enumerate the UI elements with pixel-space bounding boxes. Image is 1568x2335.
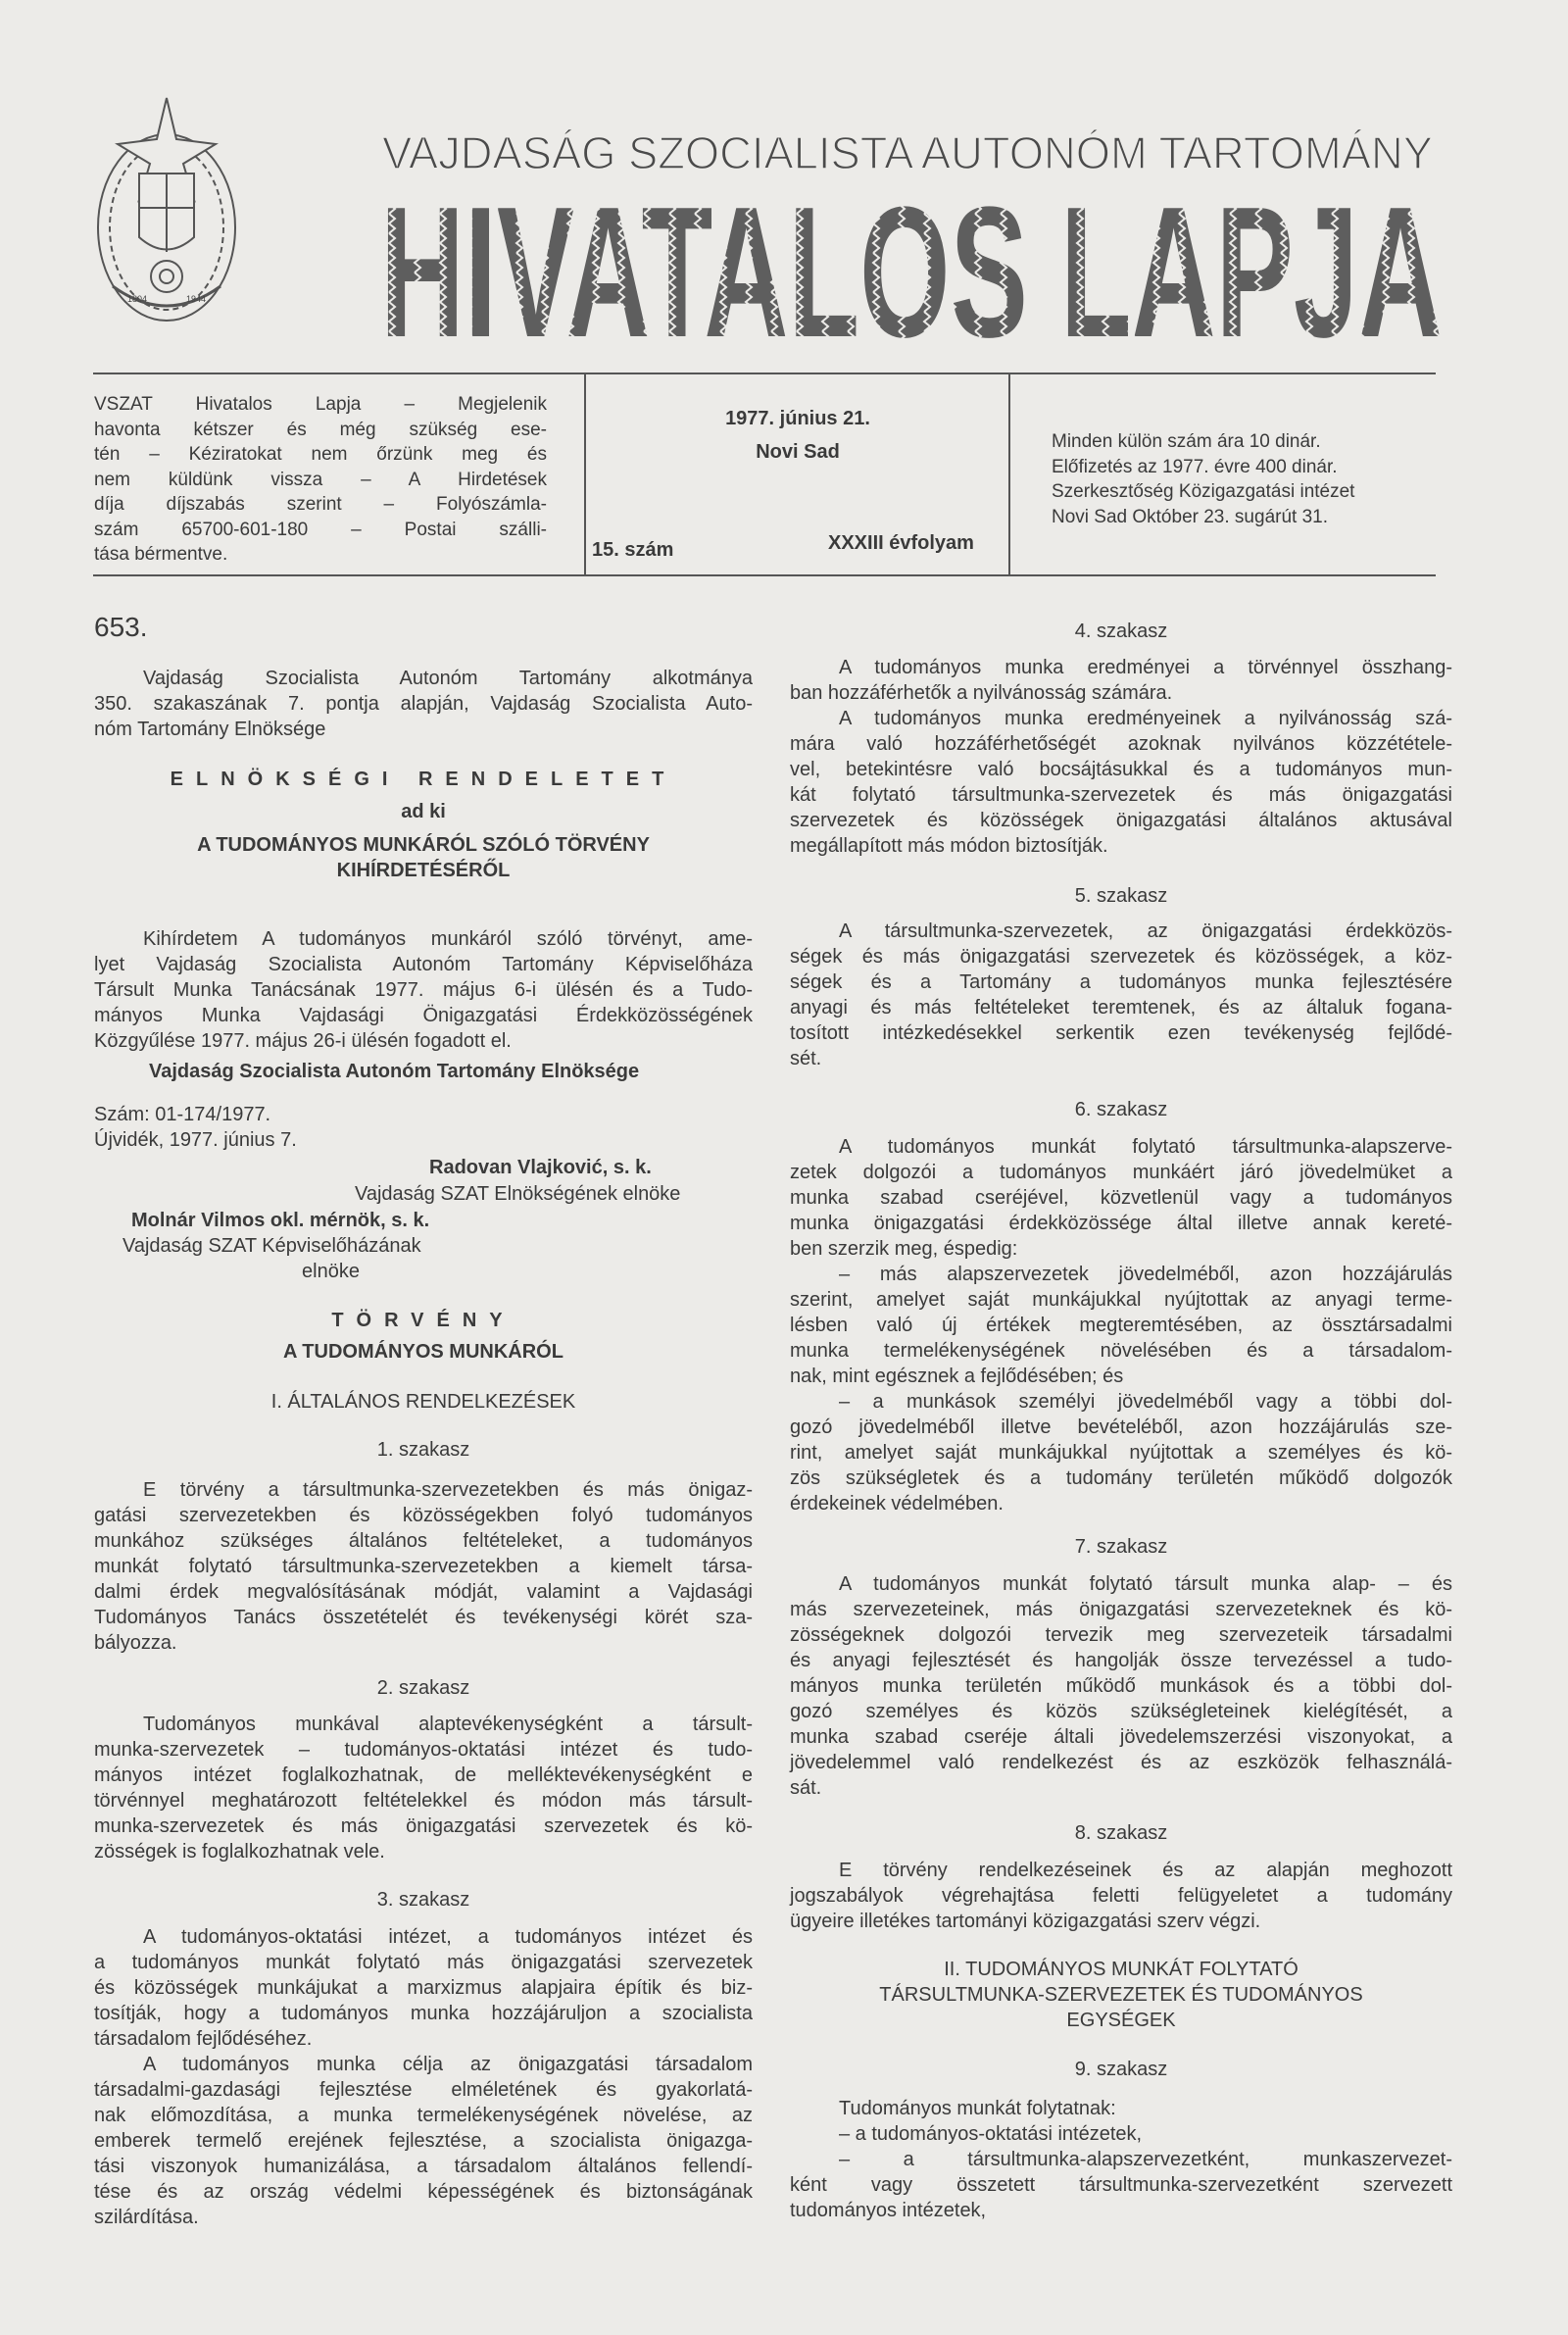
section-3-text: [94, 1924, 753, 2230]
decree-title: [94, 832, 753, 883]
text-line: munkát folytató társultmunka-szervezetekben a kiemelt társa-: [94, 1556, 753, 1577]
section-9-text: [790, 2096, 1452, 2223]
section-6-text: [790, 1134, 1452, 1516]
text-line: gozó személyes és közös szükségleteinek kielégítését, a: [790, 1701, 1452, 1722]
text-line: 350. szakaszának 7. pontja alapján, Vajdaság Szocialista Auto-: [94, 693, 753, 715]
text-line: – a tudományos-oktatási intézetek,: [839, 2123, 1143, 2145]
text-line: Társult Munka Tanácsának 1977. május 6-i ülésén és a Tudo-: [94, 979, 753, 1001]
text-line: mányos munka területén működő munkások és a többi dol-: [790, 1675, 1452, 1697]
text-line: érdekeinek védelmében.: [790, 1493, 1004, 1515]
law-title: A TUDOMÁNYOS MUNKÁRÓL: [283, 1341, 564, 1363]
text-line: tosítják, hogy a tudományos munka hozzájáruljon a szocialista: [94, 2003, 753, 2024]
text-line: zös szükségletek és a tudomány területén működő dolgozók: [790, 1467, 1452, 1489]
text-line: gozó jövedelméből illetve bevételéből, azon hozzájárulás sze-: [790, 1416, 1452, 1438]
header-divider-2: [1008, 374, 1010, 574]
text-line: – a munkások személyi jövedelméből vagy a többi dol-: [839, 1391, 1452, 1413]
law-heading: TÖRVÉNY: [331, 1310, 515, 1331]
text-line: zösségek is foglalkozhatnak vele.: [94, 1841, 385, 1863]
text-line: tása bérmentve.: [94, 544, 228, 565]
info-line: Előfizetés az 1977. évre 400 dinár.: [1052, 456, 1338, 477]
chapter-2-line: TÁRSULTMUNKA-SZERVEZETEK ÉS TUDOMÁNYOS: [879, 1984, 1363, 2006]
text-line: A tudományos munka eredményeinek a nyilvánosság szá-: [839, 708, 1452, 729]
emblem-year-2: 1944: [186, 294, 207, 304]
text-line: dalmi érdek megvalósításának módját, valamint a Vajdasági: [94, 1581, 753, 1603]
chapter-2-line: EGYSÉGEK: [1066, 2010, 1176, 2031]
header-divider-1: [584, 374, 586, 574]
emblem-year-1: 1804: [127, 294, 148, 304]
text-line: Tudományos munkával alaptevékenységként a társult-: [143, 1714, 753, 1735]
text-line: szám 65700-601-180 – Postai szálli-: [94, 519, 547, 540]
text-line: lyet Vajdaság Szocialista Autonóm Tartomány Képviselőháza: [94, 954, 753, 975]
text-line: ségek és más önigazgatási szervezetek és közösségek, a köz-: [790, 946, 1452, 968]
subscription-info: [1052, 429, 1354, 529]
section-2-text: [94, 1712, 753, 1864]
text-line: lésben való új értékek megteremtésében, az össztársadalmi: [790, 1315, 1452, 1336]
text-line: ségek és a Tartomány a tudományos munka fejlesztésére: [790, 971, 1452, 993]
text-line: munka szabad cseréjével, közvetlenül vagy a tudományos: [790, 1187, 1452, 1209]
reference-place-date: Újvidék, 1977. június 7.: [94, 1129, 297, 1151]
text-line: tosított intézkedésekkel serkentik ezen tevékenység fejlődé-: [790, 1022, 1452, 1044]
text-line: Vajdaság Szocialista Autonóm Tartomány alkotmánya: [143, 668, 753, 689]
intro-paragraph: [94, 666, 753, 742]
text-line: munka szabad cseréje általi jövedelemszerzési viszonyokat, a: [790, 1726, 1452, 1748]
info-line: Minden külön szám ára 10 dinár.: [1052, 431, 1321, 452]
text-line: havonta kétszer és még szükség ese-: [94, 419, 547, 440]
coat-of-arms-emblem: [88, 90, 245, 330]
text-line: és közösségek munkájukat a marxizmus alapjaira építik és biz-: [94, 1977, 753, 1999]
document-number: 653.: [94, 612, 148, 642]
text-line: szerint, amelyet saját munkájukkal nyújtottak az anyagi terme-: [790, 1289, 1452, 1311]
chapter-2-line: II. TUDOMÁNYOS MUNKÁT FOLYTATÓ: [944, 1959, 1298, 1980]
chapter-1-heading: I. ÁLTALÁNOS RENDELKEZÉSEK: [270, 1391, 576, 1413]
issue-number: 15. szám: [592, 539, 674, 561]
text-line: E törvény rendelkezéseinek és az alapján meghozott: [839, 1860, 1452, 1881]
section-3-heading: 3. szakasz: [376, 1889, 470, 1911]
section-5-heading: 5. szakasz: [1074, 885, 1168, 907]
text-line: munka-szervezetek és más önigazgatási szervezetek és kö-: [94, 1815, 753, 1837]
text-line: megállapított más módon biztosítják.: [790, 835, 1108, 857]
section-8-text: [790, 1858, 1452, 1934]
text-line: A társultmunka-szervezetek, az önigazgatási érdekközös-: [839, 920, 1452, 942]
text-line: munkához szükséges általános feltételeket, a tudományos: [94, 1530, 753, 1552]
text-line: sét.: [790, 1048, 822, 1069]
text-line: társadalmi-gazdasági fejlesztése elméletének és gyakorlatá-: [94, 2079, 753, 2101]
section-7-text: [790, 1571, 1452, 1801]
text-line: ban hozzáférhetők a nyilvánosság számára.: [790, 682, 1173, 704]
text-line: anyagi és más feltételeket teremtenek, és az általuk fogana-: [790, 997, 1452, 1018]
section-4-text: [790, 655, 1452, 859]
text-line: nak előmozdítása, a munka termelékenységének növelése, az: [94, 2105, 753, 2126]
text-line: mányos Munka Vajdasági Önigazgatási Érdekközösségének: [94, 1005, 753, 1026]
header-bottom-rule: [93, 574, 1436, 576]
text-line: E törvény a társultmunka-szervezetekben és más önigaz-: [143, 1479, 753, 1501]
text-line: VSZAT Hivatalos Lapja – Megjelenik: [94, 394, 547, 415]
text-line: tése és az ország védelmi képességének és biztonságának: [94, 2181, 753, 2203]
section-5-text: [790, 919, 1452, 1071]
signer1-name: Radovan Vlajković, s. k.: [429, 1157, 652, 1178]
text-line: tási viszonyok humanizálása, a társadalom általános fellendí-: [94, 2156, 753, 2177]
masthead-subtitle-text: VAJDASÁG SZOCIALISTA AUTONÓM TARTOMÁNY: [382, 127, 1433, 174]
text-line: Tudományos Tanács összetételét és tevékenységi körét sza-: [94, 1607, 753, 1628]
text-line: zetek dolgozói a tudományos munkáért járó jövedelmüket a: [790, 1162, 1452, 1183]
text-line: A tudományos munkát folytató társult munka alap- – és: [839, 1573, 1452, 1595]
text-line: munka önigazgatási érdekközössége által illetve annak kereté-: [790, 1213, 1452, 1234]
text-line: vel, betekintésre való bocsájtásukkal és a tudományos mun-: [790, 759, 1452, 780]
text-line: A tudományos munka eredményei a törvénnyel összhang-: [839, 657, 1452, 678]
text-line: Tudományos munkát folytatnak:: [839, 2098, 1116, 2119]
chapter-2-heading: [790, 1957, 1452, 2033]
text-line: jövedelemmel való rendelkezést és az eszközök felhasználá-: [790, 1752, 1452, 1773]
text-line: zösségeknek dolgozói tervezik meg szervezeteik társadalmi: [790, 1624, 1452, 1646]
text-line: sát.: [790, 1777, 822, 1799]
text-line: – a társultmunka-alapszervezetként, munkaszervezet-: [839, 2149, 1452, 2170]
signer2-title: Vajdaság SZAT Képviselőházának: [122, 1235, 421, 1257]
section-8-heading: 8. szakasz: [1074, 1822, 1168, 1844]
text-line: nóm Tartomány Elnöksége: [94, 719, 326, 740]
issue-date: 1977. június 21.: [725, 408, 870, 429]
proclamation-paragraph: [94, 926, 753, 1054]
publication-notice: [94, 392, 547, 568]
text-line: munka termelékenységének növelésében és a társadalom-: [790, 1340, 1452, 1362]
decree-heading: ELNÖKSÉGI RENDELETET: [170, 769, 677, 790]
section-1-text: [94, 1477, 753, 1656]
text-line: A tudományos-oktatási intézet, a tudományos intézet és: [143, 1926, 753, 1948]
issue-place: Novi Sad: [756, 441, 840, 463]
text-line: szilárdítása.: [94, 2207, 199, 2228]
section-2-heading: 2. szakasz: [376, 1677, 470, 1699]
issuer: Vajdaság Szocialista Autonóm Tartomány Elnöksége: [149, 1061, 640, 1082]
decree-ad-ki: ad ki: [401, 801, 446, 822]
info-line: Szerkesztőség Közigazgatási intézet: [1052, 481, 1355, 502]
text-line: Közgyűlése 1977. május 26-i ülésén fogadott el.: [94, 1030, 512, 1052]
text-line: törvénnyel meghatározott feltételekkel és módon más társult-: [94, 1790, 753, 1812]
text-line: tén – Kéziratokat nem őrzünk meg és: [94, 444, 547, 465]
text-line: a tudományos munkát folytató más önigazgatási szervezetek: [94, 1952, 753, 1973]
section-6-heading: 6. szakasz: [1074, 1099, 1168, 1120]
section-9-heading: 9. szakasz: [1074, 2059, 1168, 2080]
info-line: Novi Sad Október 23. sugárút 31.: [1052, 506, 1328, 527]
text-line: más szervezeteinek, más önigazgatási szervezeteknek és kö-: [790, 1599, 1452, 1620]
section-1-heading: 1. szakasz: [376, 1439, 470, 1461]
text-line: nak, mint egésznek a fejlődésében; és: [790, 1366, 1124, 1387]
text-line: díja díjszabás szerint – Folyószámla-: [94, 494, 547, 515]
text-line: mára való hozzáférhetőségét azoknak nyilvános közzététele-: [790, 733, 1452, 755]
text-line: mányos intézet foglalkozhatnak, de melléktevékenységként e: [94, 1764, 753, 1786]
text-line: kát folytató társultmunka-szervezetek és más önigazgatási: [790, 784, 1452, 806]
text-line: rint, amelyet saját munkájukkal nyújtottak a személyes és kö-: [790, 1442, 1452, 1464]
signer2-name: Molnár Vilmos okl. mérnök, s. k.: [131, 1210, 430, 1231]
section-7-heading: 7. szakasz: [1074, 1536, 1168, 1558]
text-line: ben szerzik meg, éspedig:: [790, 1238, 1018, 1260]
signer1-title: Vajdaság SZAT Elnökségének elnöke: [355, 1183, 681, 1205]
text-line: A tudományos munkát folytató társultmunka-alapszerve-: [839, 1136, 1452, 1158]
masthead-title-text: HIVATALOS LAPJA: [380, 194, 1443, 341]
text-line: társadalom fejlődéséhez.: [94, 2028, 313, 2050]
text-line: ügyeire illetékes tartományi közigazgatási szerv végzi.: [790, 1911, 1261, 1932]
text-line: bályozza.: [94, 1632, 177, 1654]
text-line: jogszabályok végrehajtása feletti felügyeletet a tudomány: [790, 1885, 1452, 1907]
text-line: gatási szervezetekben és közösségekben folyó tudományos: [94, 1505, 753, 1526]
header-top-rule: [93, 373, 1436, 374]
text-line: nem küldünk vissza – A Hirdetések: [94, 469, 547, 490]
text-line: ként vagy összetett társultmunka-szervezetként szervezett: [790, 2174, 1452, 2196]
text-line: A tudományos munka célja az önigazgatási társadalom: [143, 2054, 753, 2075]
masthead-title: [380, 194, 1448, 341]
section-4-heading: 4. szakasz: [1074, 621, 1168, 642]
signer2-title-cont: elnöke: [302, 1261, 360, 1282]
decree-title-line: A TUDOMÁNYOS MUNKÁRÓL SZÓLÓ TÖRVÉNY: [197, 834, 650, 856]
text-line: munka-szervezetek – tudományos-oktatási intézet és tudo-: [94, 1739, 753, 1761]
text-line: szervezetek és közösségek önigazgatási általános aktusával: [790, 810, 1452, 831]
text-line: és anyagi fejlesztését és hangolják össze tervezéssel a tudo-: [790, 1650, 1452, 1671]
issue-volume: XXXIII évfolyam: [828, 532, 974, 554]
text-line: tudományos intézetek,: [790, 2200, 987, 2221]
decree-title-line: KIHÍRDETÉSÉRŐL: [336, 860, 511, 881]
masthead-subtitle: [382, 125, 1441, 174]
text-line: emberek termelő erejének fejlesztése, a szocialista önigazga-: [94, 2130, 753, 2152]
text-line: Kihírdetem A tudományos munkáról szóló törvényt, ame-: [143, 928, 753, 950]
text-line: – más alapszervezetek jövedelméből, azon hozzájárulás: [839, 1264, 1452, 1285]
reference-number: Szám: 01-174/1977.: [94, 1104, 271, 1125]
